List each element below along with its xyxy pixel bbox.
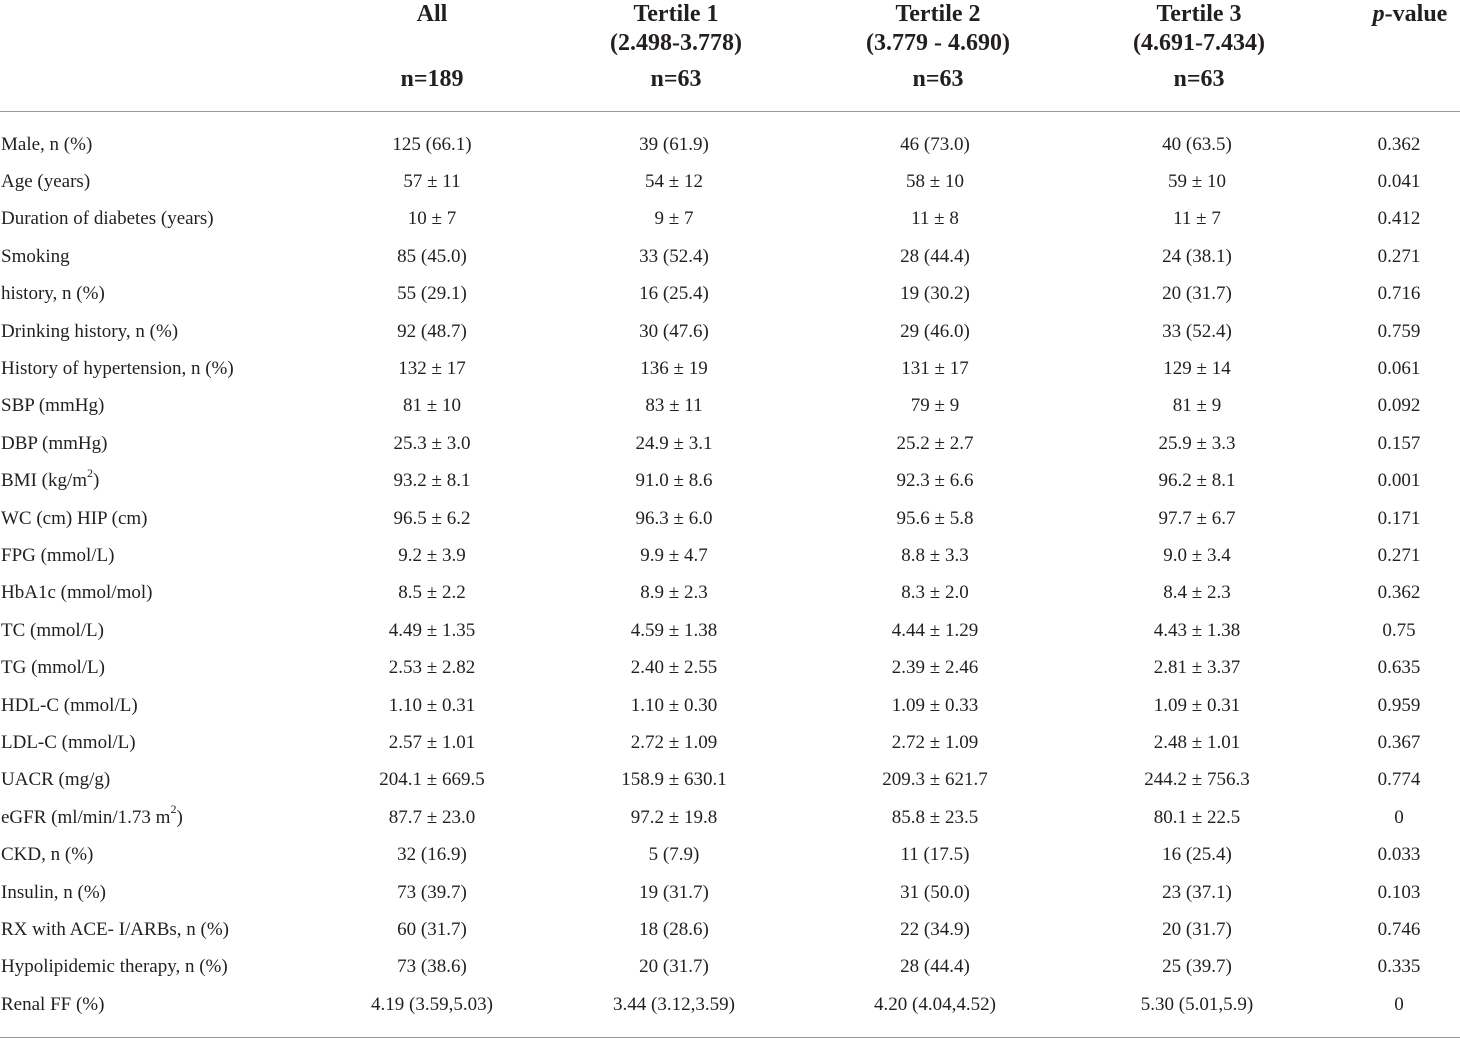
- table-row: [0, 388, 1460, 425]
- cell-t2: 209.3 ± 621.7: [882, 769, 988, 791]
- table-row: [0, 874, 1460, 911]
- cell-p: 0.746: [1377, 918, 1421, 940]
- row-label: [0, 276, 330, 313]
- row-label: [0, 949, 330, 986]
- cell-t1: 9.9 ± 4.7: [640, 544, 708, 566]
- cell-t1: 2.72 ± 1.09: [630, 731, 718, 753]
- cell-t2: 19 (30.2): [900, 283, 970, 305]
- cell-t3: 24 (38.1): [1162, 245, 1232, 267]
- cell-all: 25.3 ± 3.0: [393, 432, 471, 454]
- table-row: [0, 799, 1460, 836]
- cell-t3: 59 ± 10: [1168, 171, 1226, 193]
- cell-t2: 28 (44.4): [900, 956, 970, 978]
- cell-t2: 46 (73.0): [900, 133, 970, 155]
- cell-p: 0.171: [1377, 507, 1421, 529]
- header-t1-n: n=63: [650, 66, 702, 92]
- cell-t1: 18 (28.6): [639, 918, 709, 940]
- cell-t3: 244.2 ± 756.3: [1144, 769, 1250, 791]
- cell-all: 73 (39.7): [397, 881, 467, 903]
- cell-t2: 2.39 ± 2.46: [891, 657, 979, 679]
- cell-t1: 2.40 ± 2.55: [630, 657, 718, 679]
- cell-t3: 25 (39.7): [1162, 956, 1232, 978]
- row-label: [0, 537, 330, 574]
- cell-t1: 136 ± 19: [640, 358, 708, 380]
- row-label: [0, 911, 330, 948]
- row-label: [0, 649, 330, 686]
- row-label: [0, 388, 330, 425]
- header-t3-range: (4.691-7.434): [1133, 30, 1265, 56]
- table-row: [0, 313, 1460, 350]
- row-label-text: CKD, n (%): [1, 844, 94, 866]
- bottom-rule: [0, 1037, 1460, 1038]
- row-label: [0, 126, 330, 163]
- header-p-rest: -value: [1384, 1, 1448, 27]
- row-label: [0, 575, 330, 612]
- row-label-suffix: ): [93, 470, 100, 492]
- row-label: [0, 687, 330, 724]
- cell-t2: 58 ± 10: [906, 171, 964, 193]
- cell-p: 0.157: [1377, 432, 1421, 454]
- cell-p: 0.362: [1377, 582, 1421, 604]
- cell-all: 10 ± 7: [407, 208, 457, 230]
- row-label-suffix: ): [176, 806, 183, 828]
- table-row: [0, 350, 1460, 387]
- cell-all: 73 (38.6): [397, 956, 467, 978]
- cell-all: 125 (66.1): [392, 133, 472, 155]
- cell-t2: 28 (44.4): [900, 245, 970, 267]
- header-all: [332, 0, 532, 94]
- table-row: [0, 500, 1460, 537]
- cell-p: 0.959: [1377, 694, 1421, 716]
- cell-all: 60 (31.7): [397, 918, 467, 940]
- data-table: [0, 126, 1460, 1023]
- cell-t1: 91.0 ± 8.6: [635, 470, 713, 492]
- row-label-text: Drinking history, n (%): [1, 320, 179, 342]
- cell-all: 81 ± 10: [403, 395, 461, 417]
- cell-p: 0.061: [1377, 358, 1421, 380]
- cell-t3: 11 ± 7: [1173, 208, 1221, 230]
- row-label: [0, 463, 330, 500]
- row-label-text: eGFR (ml/min/1.73 m: [1, 806, 171, 828]
- row-label: [0, 350, 330, 387]
- row-label-text: history, n (%): [1, 283, 105, 305]
- cell-t3: 8.4 ± 2.3: [1163, 582, 1231, 604]
- table-row: [0, 463, 1460, 500]
- row-label-text: RX with ACE- I/ARBs, n (%): [1, 918, 229, 940]
- cell-t3: 9.0 ± 3.4: [1163, 544, 1231, 566]
- row-label-text: History of hypertension, n (%): [1, 358, 234, 380]
- row-label-text: Renal FF (%): [1, 993, 105, 1015]
- cell-p: 0: [1394, 993, 1404, 1015]
- cell-all: 132 ± 17: [398, 358, 466, 380]
- cell-t1: 4.59 ± 1.38: [630, 619, 718, 641]
- cell-all: 55 (29.1): [397, 283, 467, 305]
- header-t2-range: (3.779 - 4.690): [866, 30, 1010, 56]
- cell-p: 0.033: [1377, 844, 1421, 866]
- table-body: [0, 126, 1460, 1023]
- cell-t2: 79 ± 9: [910, 395, 960, 417]
- cell-all: 4.19 (3.59,5.03): [371, 993, 493, 1015]
- cell-t3: 96.2 ± 8.1: [1158, 470, 1236, 492]
- header-t1-range: (2.498-3.778): [610, 30, 742, 56]
- cell-p: 0.271: [1377, 245, 1421, 267]
- cell-all: 57 ± 11: [403, 171, 461, 193]
- header-t3-title: Tertile 3: [1156, 1, 1242, 27]
- cell-t3: 4.43 ± 1.38: [1153, 619, 1241, 641]
- cell-t2: 4.20 (4.04,4.52): [874, 993, 996, 1015]
- header-rule: [0, 111, 1460, 112]
- cell-t1: 16 (25.4): [639, 283, 709, 305]
- table-row: [0, 575, 1460, 612]
- header-t1-title: Tertile 1: [633, 1, 719, 27]
- cell-t2: 95.6 ± 5.8: [896, 507, 974, 529]
- row-label: [0, 201, 330, 238]
- cell-p: 0.041: [1377, 171, 1421, 193]
- row-label-text: HDL-C (mmol/L): [1, 694, 138, 716]
- cell-p: 0.412: [1377, 208, 1421, 230]
- row-label: [0, 425, 330, 462]
- row-label-text: UACR (mg/g): [1, 769, 111, 791]
- cell-p: 0.362: [1377, 133, 1421, 155]
- cell-t2: 11 ± 8: [911, 208, 959, 230]
- table-row: [0, 238, 1460, 275]
- header-all-title: All: [416, 1, 448, 27]
- table-row: [0, 201, 1460, 238]
- table-row: [0, 836, 1460, 873]
- row-label: [0, 762, 330, 799]
- cell-t1: 158.9 ± 630.1: [621, 769, 727, 791]
- cell-t1: 24.9 ± 3.1: [635, 432, 713, 454]
- cell-t3: 33 (52.4): [1162, 320, 1232, 342]
- cell-all: 2.57 ± 1.01: [388, 731, 476, 753]
- row-label-superscript: 2: [170, 802, 177, 817]
- cell-p: 0.092: [1377, 395, 1421, 417]
- table-row: [0, 163, 1460, 200]
- cell-t2: 85.8 ± 23.5: [891, 806, 979, 828]
- row-label: [0, 724, 330, 761]
- cell-t2: 11 (17.5): [900, 844, 970, 866]
- cell-t1: 54 ± 12: [645, 171, 703, 193]
- table-row: [0, 911, 1460, 948]
- cell-t3: 40 (63.5): [1162, 133, 1232, 155]
- cell-t1: 83 ± 11: [645, 395, 703, 417]
- cell-all: 4.49 ± 1.35: [388, 619, 476, 641]
- cell-t3: 20 (31.7): [1162, 283, 1232, 305]
- cell-t1: 1.10 ± 0.30: [630, 694, 718, 716]
- cell-t3: 129 ± 14: [1163, 358, 1231, 380]
- cell-t1: 30 (47.6): [639, 320, 709, 342]
- cell-t3: 1.09 ± 0.31: [1153, 694, 1241, 716]
- cell-all: 9.2 ± 3.9: [398, 544, 466, 566]
- cell-t3: 80.1 ± 22.5: [1153, 806, 1241, 828]
- row-label: [0, 238, 330, 275]
- row-label-text: TG (mmol/L): [1, 657, 105, 679]
- cell-t2: 92.3 ± 6.6: [896, 470, 974, 492]
- cell-p: 0.759: [1377, 320, 1421, 342]
- row-label-text: FPG (mmol/L): [1, 544, 115, 566]
- table-row: [0, 276, 1460, 313]
- cell-t1: 20 (31.7): [639, 956, 709, 978]
- cell-all: 92 (48.7): [397, 320, 467, 342]
- cell-all: 93.2 ± 8.1: [393, 470, 471, 492]
- cell-t3: 5.30 (5.01,5.9): [1140, 993, 1254, 1015]
- table-row: [0, 649, 1460, 686]
- header-p-value: [1360, 0, 1460, 29]
- cell-t2: 2.72 ± 1.09: [891, 731, 979, 753]
- cell-t1: 9 ± 7: [654, 208, 694, 230]
- row-label: [0, 612, 330, 649]
- cell-p: 0.367: [1377, 731, 1421, 753]
- cell-p: 0: [1394, 806, 1404, 828]
- cell-t2: 1.09 ± 0.33: [891, 694, 979, 716]
- table-row: [0, 612, 1460, 649]
- cell-p: 0.716: [1377, 283, 1421, 305]
- cell-t2: 8.3 ± 2.0: [901, 582, 969, 604]
- header-t2-title: Tertile 2: [895, 1, 981, 27]
- row-label: [0, 874, 330, 911]
- cell-all: 204.1 ± 669.5: [379, 769, 485, 791]
- header-all-n: n=189: [400, 66, 464, 92]
- cell-t3: 2.48 ± 1.01: [1153, 731, 1241, 753]
- cell-t3: 16 (25.4): [1162, 844, 1232, 866]
- row-label-text: LDL-C (mmol/L): [1, 731, 136, 753]
- header-t2-n: n=63: [912, 66, 964, 92]
- table-row: [0, 687, 1460, 724]
- cell-p: 0.271: [1377, 544, 1421, 566]
- cell-t2: 25.2 ± 2.7: [896, 432, 974, 454]
- cell-t2: 4.44 ± 1.29: [891, 619, 979, 641]
- row-label-text: BMI (kg/m: [1, 470, 88, 492]
- table-row: [0, 126, 1460, 163]
- row-label-text: TC (mmol/L): [1, 619, 104, 641]
- cell-t3: 20 (31.7): [1162, 918, 1232, 940]
- cell-t2: 31 (50.0): [900, 881, 970, 903]
- cell-t1: 19 (31.7): [639, 881, 709, 903]
- cell-p: 0.774: [1377, 769, 1421, 791]
- row-label: [0, 313, 330, 350]
- cell-t3: 25.9 ± 3.3: [1158, 432, 1236, 454]
- header-tertile-3: [1089, 0, 1309, 94]
- row-label: [0, 500, 330, 537]
- row-label-text: SBP (mmHg): [1, 395, 105, 417]
- row-label-text: Duration of diabetes (years): [1, 208, 214, 230]
- cell-p: 0.001: [1377, 470, 1421, 492]
- row-label: [0, 836, 330, 873]
- cell-t1: 33 (52.4): [639, 245, 709, 267]
- row-label-text: DBP (mmHg): [1, 432, 108, 454]
- row-label: [0, 163, 330, 200]
- cell-all: 1.10 ± 0.31: [388, 694, 476, 716]
- cell-all: 85 (45.0): [397, 245, 467, 267]
- row-label-text: Male, n (%): [1, 133, 93, 155]
- cell-all: 8.5 ± 2.2: [398, 582, 466, 604]
- row-label-text: HbA1c (mmol/mol): [1, 582, 153, 604]
- cell-t3: 23 (37.1): [1162, 881, 1232, 903]
- row-label-superscript: 2: [87, 465, 94, 480]
- cell-all: 96.5 ± 6.2: [393, 507, 471, 529]
- table-row: [0, 724, 1460, 761]
- cell-t1: 8.9 ± 2.3: [640, 582, 708, 604]
- cell-t2: 131 ± 17: [901, 358, 969, 380]
- cell-p: 0.103: [1377, 881, 1421, 903]
- row-label-text: Insulin, n (%): [1, 881, 107, 903]
- table-row: [0, 762, 1460, 799]
- cell-all: 87.7 ± 23.0: [388, 806, 476, 828]
- cell-t3: 81 ± 9: [1172, 395, 1222, 417]
- cell-t2: 8.8 ± 3.3: [901, 544, 969, 566]
- cell-p: 0.635: [1377, 657, 1421, 679]
- table-row: [0, 537, 1460, 574]
- cell-t1: 96.3 ± 6.0: [635, 507, 713, 529]
- cell-t1: 97.2 ± 19.8: [630, 806, 718, 828]
- header-tertile-2: [818, 0, 1058, 94]
- cell-t2: 29 (46.0): [900, 320, 970, 342]
- cell-all: 2.53 ± 2.82: [388, 657, 476, 679]
- header-p-italic: p: [1372, 1, 1385, 27]
- table-row: [0, 425, 1460, 462]
- cell-t1: 5 (7.9): [648, 844, 700, 866]
- table-row: [0, 986, 1460, 1023]
- cell-t1: 3.44 (3.12,3.59): [613, 993, 735, 1015]
- row-label: [0, 799, 330, 836]
- cell-t1: 39 (61.9): [639, 133, 709, 155]
- row-label-text: Smoking: [1, 245, 70, 267]
- cell-t3: 97.7 ± 6.7: [1158, 507, 1236, 529]
- cell-p: 0.335: [1377, 956, 1421, 978]
- table-row: [0, 949, 1460, 986]
- cell-t2: 22 (34.9): [900, 918, 970, 940]
- cell-all: 32 (16.9): [397, 844, 467, 866]
- header-t3-n: n=63: [1173, 66, 1225, 92]
- header-tertile-1: [576, 0, 776, 94]
- row-label-text: Hypolipidemic therapy, n (%): [1, 956, 228, 978]
- row-label-text: Age (years): [1, 171, 91, 193]
- cell-t3: 2.81 ± 3.37: [1153, 657, 1241, 679]
- row-label: [0, 986, 330, 1023]
- cell-p: 0.75: [1382, 619, 1416, 641]
- row-label-text: WC (cm) HIP (cm): [1, 507, 148, 529]
